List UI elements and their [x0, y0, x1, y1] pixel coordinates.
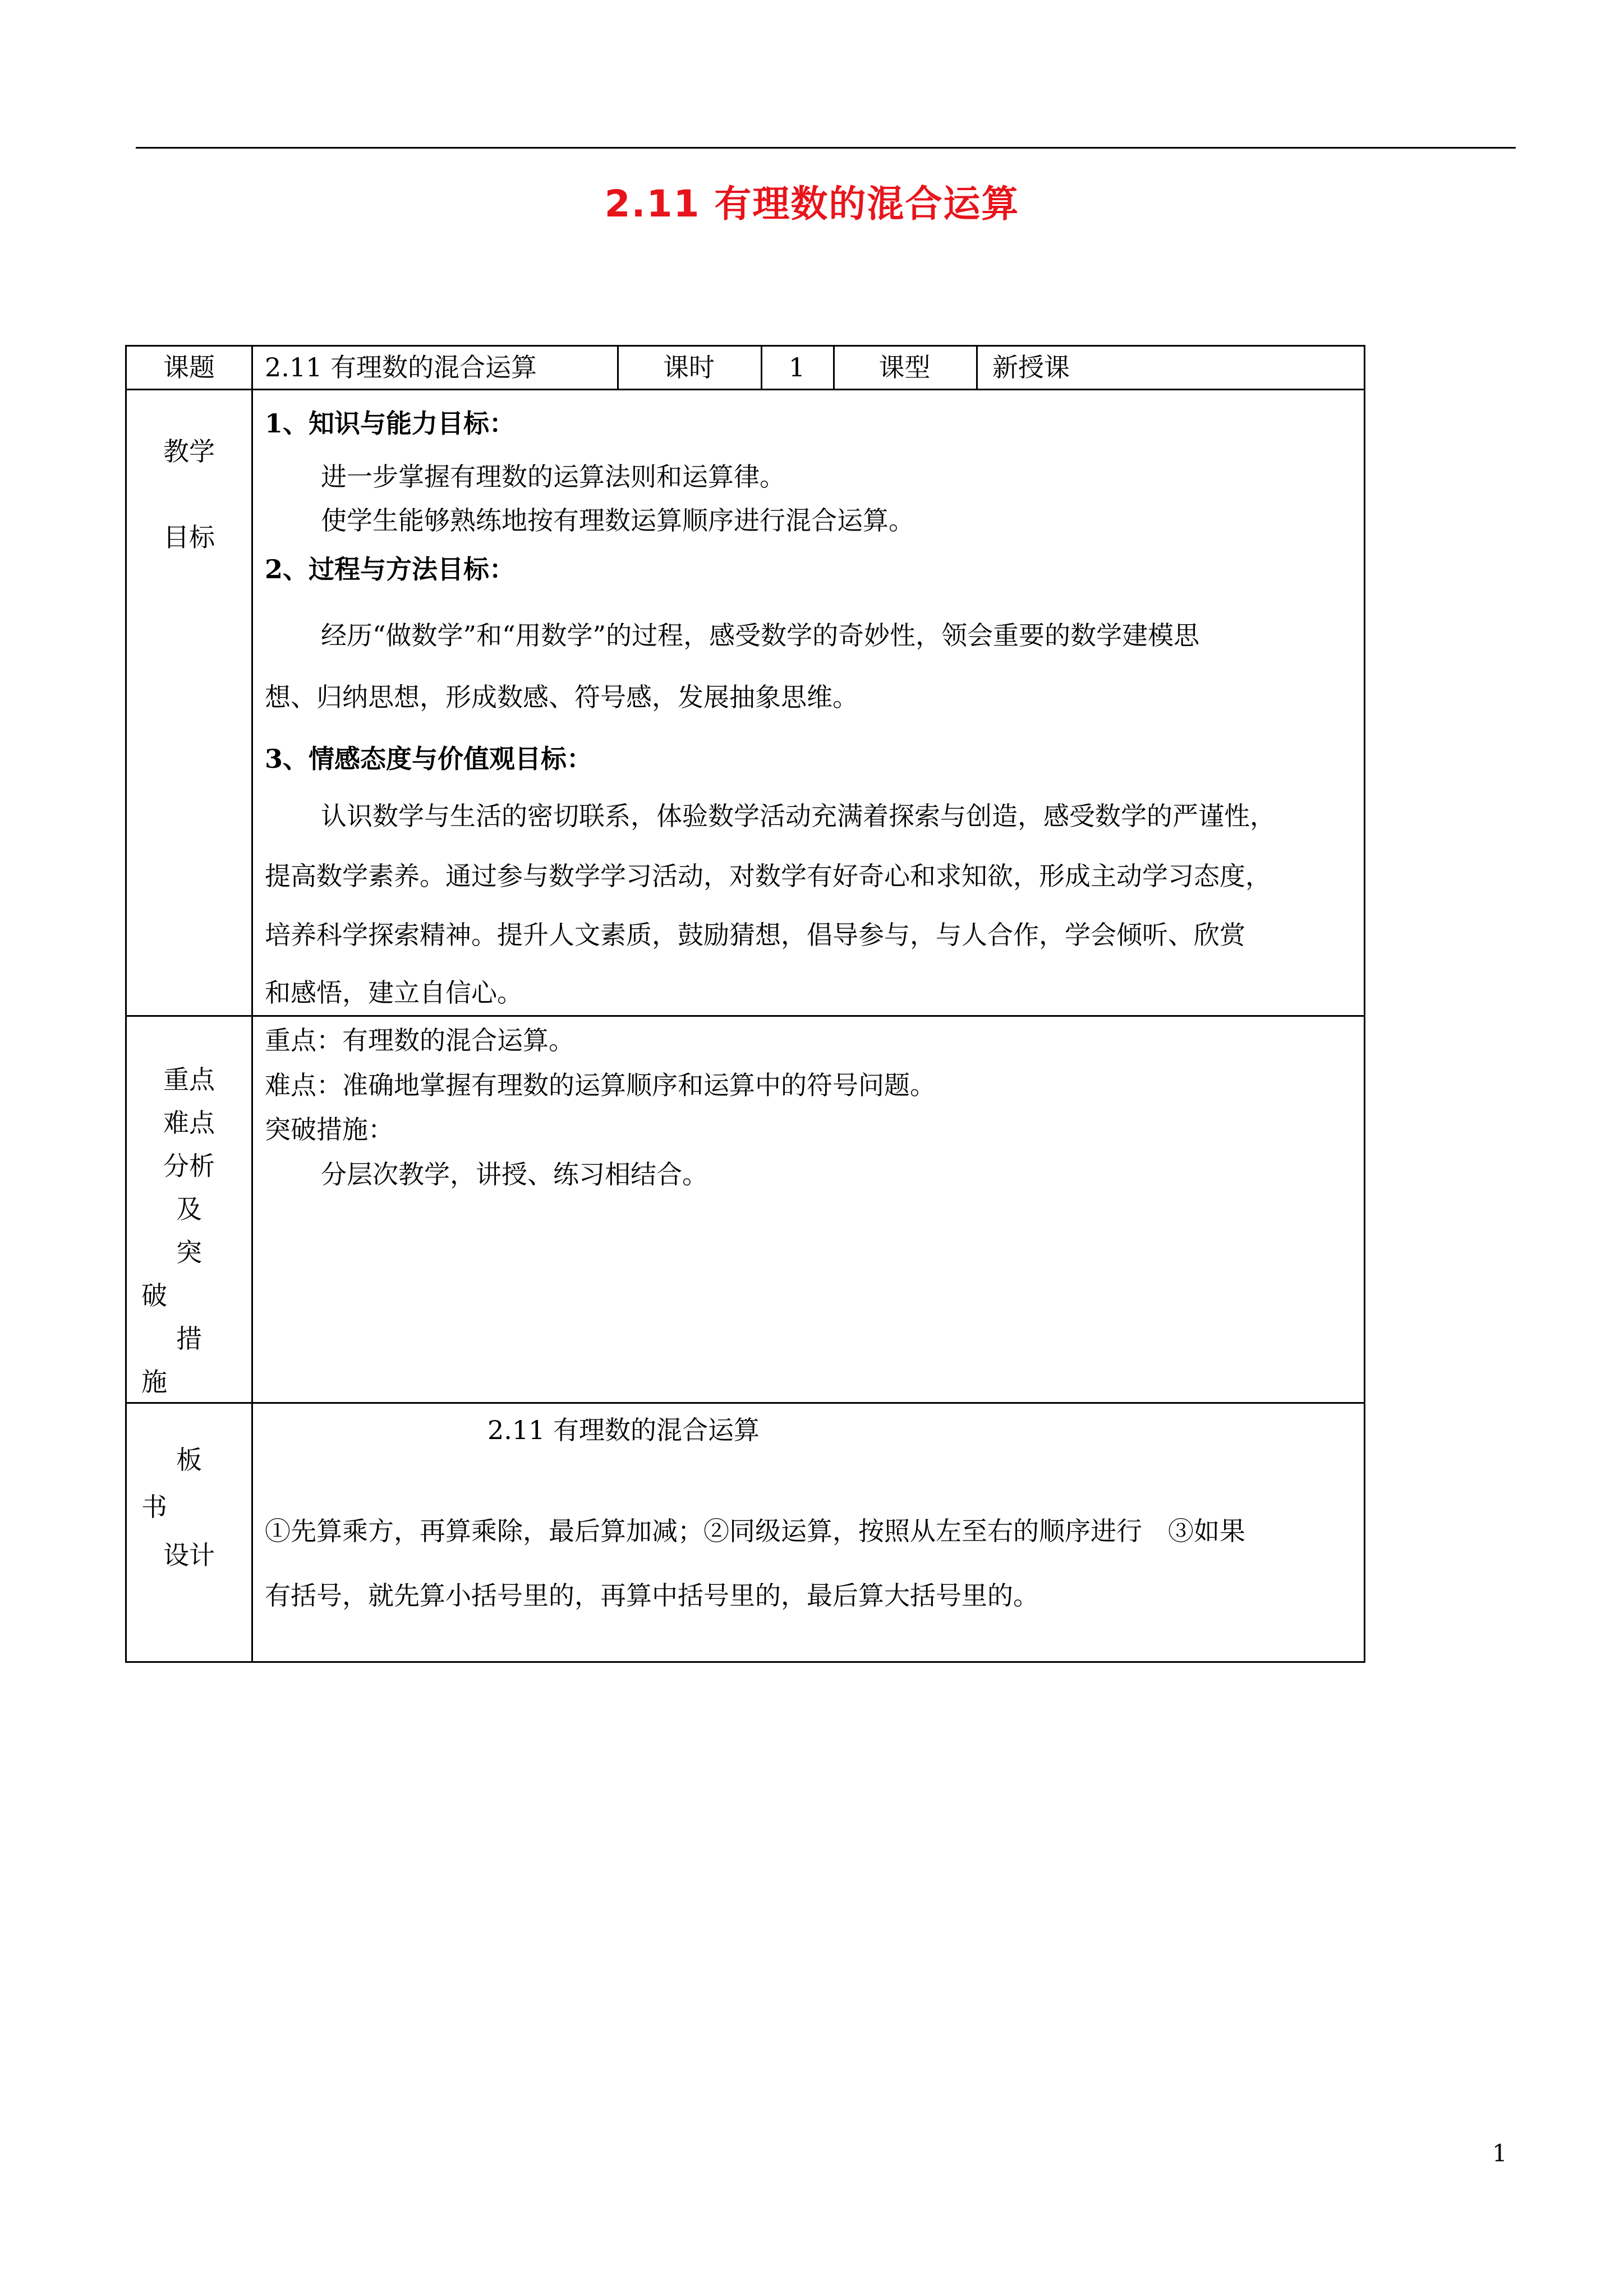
keypoints-label: 分析 [163, 1151, 215, 1181]
attitude-goal-line: 培养科学探索精神。提升人文素质，鼓励猜想，倡导参与，与人合作，学会倾听、欣赏 [265, 920, 1245, 950]
board-content-line: ①先算乘方，再算乘除，最后算加减；②同级运算，按照从左至右的顺序进行 ③如果 [265, 1516, 1245, 1546]
attitude-goal-line: 提高数学素养。通过参与数学学习活动，对数学有好奇心和求知欲，形成主动学习态度， [265, 861, 1271, 891]
board-title: 2.11 有理数的混合运算 [487, 1415, 760, 1445]
knowledge-goal-heading: 1、知识与能力目标： [265, 408, 516, 439]
header-rule [136, 147, 1516, 149]
keypoints-label: 重点 [163, 1064, 215, 1095]
keypoints-label: 及 [176, 1194, 202, 1224]
board-content-line: 有括号，就先算小括号里的，再算中括号里的，最后算大括号里的。 [265, 1580, 1039, 1611]
keypoints-label: 难点 [163, 1108, 215, 1138]
board-label: 书 [141, 1492, 167, 1522]
lesson-plan-table [125, 345, 1365, 1663]
label-column-divider [251, 347, 253, 1661]
knowledge-goal-line: 进一步掌握有理数的运算法则和运算律。 [321, 462, 785, 492]
attitude-goal-heading: 3、情感态度与价值观目标： [265, 744, 593, 774]
row-divider [127, 389, 1364, 390]
keypoints-label: 施 [141, 1367, 167, 1397]
keypoints-label: 突 [176, 1237, 202, 1267]
knowledge-goal-line: 使学生能够熟练地按有理数运算顺序进行混合运算。 [321, 505, 914, 536]
row-divider [127, 1015, 1364, 1017]
subject-value: 2.11 有理数的混合运算 [265, 352, 537, 382]
process-goal-heading: 2、过程与方法目标： [265, 554, 516, 584]
subject-label: 课题 [163, 352, 215, 382]
lesson-type-label: 课型 [878, 352, 931, 382]
measures-heading: 突破措施： [265, 1114, 394, 1145]
attitude-goal-line: 和感悟，建立自信心。 [265, 978, 523, 1008]
keypoints-label: 措 [176, 1324, 202, 1354]
measures-line: 分层次教学，讲授、练习相结合。 [321, 1159, 708, 1190]
board-label: 设计 [163, 1540, 215, 1570]
difficulty-line: 难点：准确地掌握有理数的运算顺序和运算中的符号问题。 [265, 1070, 936, 1100]
periods-label: 课时 [663, 352, 715, 382]
key-point-line: 重点：有理数的混合运算。 [265, 1025, 574, 1055]
row-divider [127, 1402, 1364, 1404]
page-title: 2.11 有理数的混合运算 [604, 182, 1020, 225]
objectives-label-line2: 目标 [163, 522, 215, 552]
periods-value: 1 [788, 352, 806, 382]
objectives-label-line1: 教学 [163, 436, 215, 467]
process-goal-line: 想、归纳思想，形成数感、符号感，发展抽象思维。 [265, 682, 858, 712]
keypoints-label: 破 [141, 1280, 167, 1311]
page-number: 1 [1492, 2140, 1507, 2167]
process-goal-line: 经历“做数学”和“用数学”的过程，感受数学的奇妙性，领会重要的数学建模思 [321, 620, 1200, 651]
attitude-goal-line: 认识数学与生活的密切联系，体验数学活动充满着探索与创造，感受数学的严谨性， [321, 801, 1276, 831]
lesson-type-value: 新授课 [992, 352, 1070, 382]
col-divider [976, 347, 978, 389]
board-label: 板 [176, 1445, 202, 1475]
